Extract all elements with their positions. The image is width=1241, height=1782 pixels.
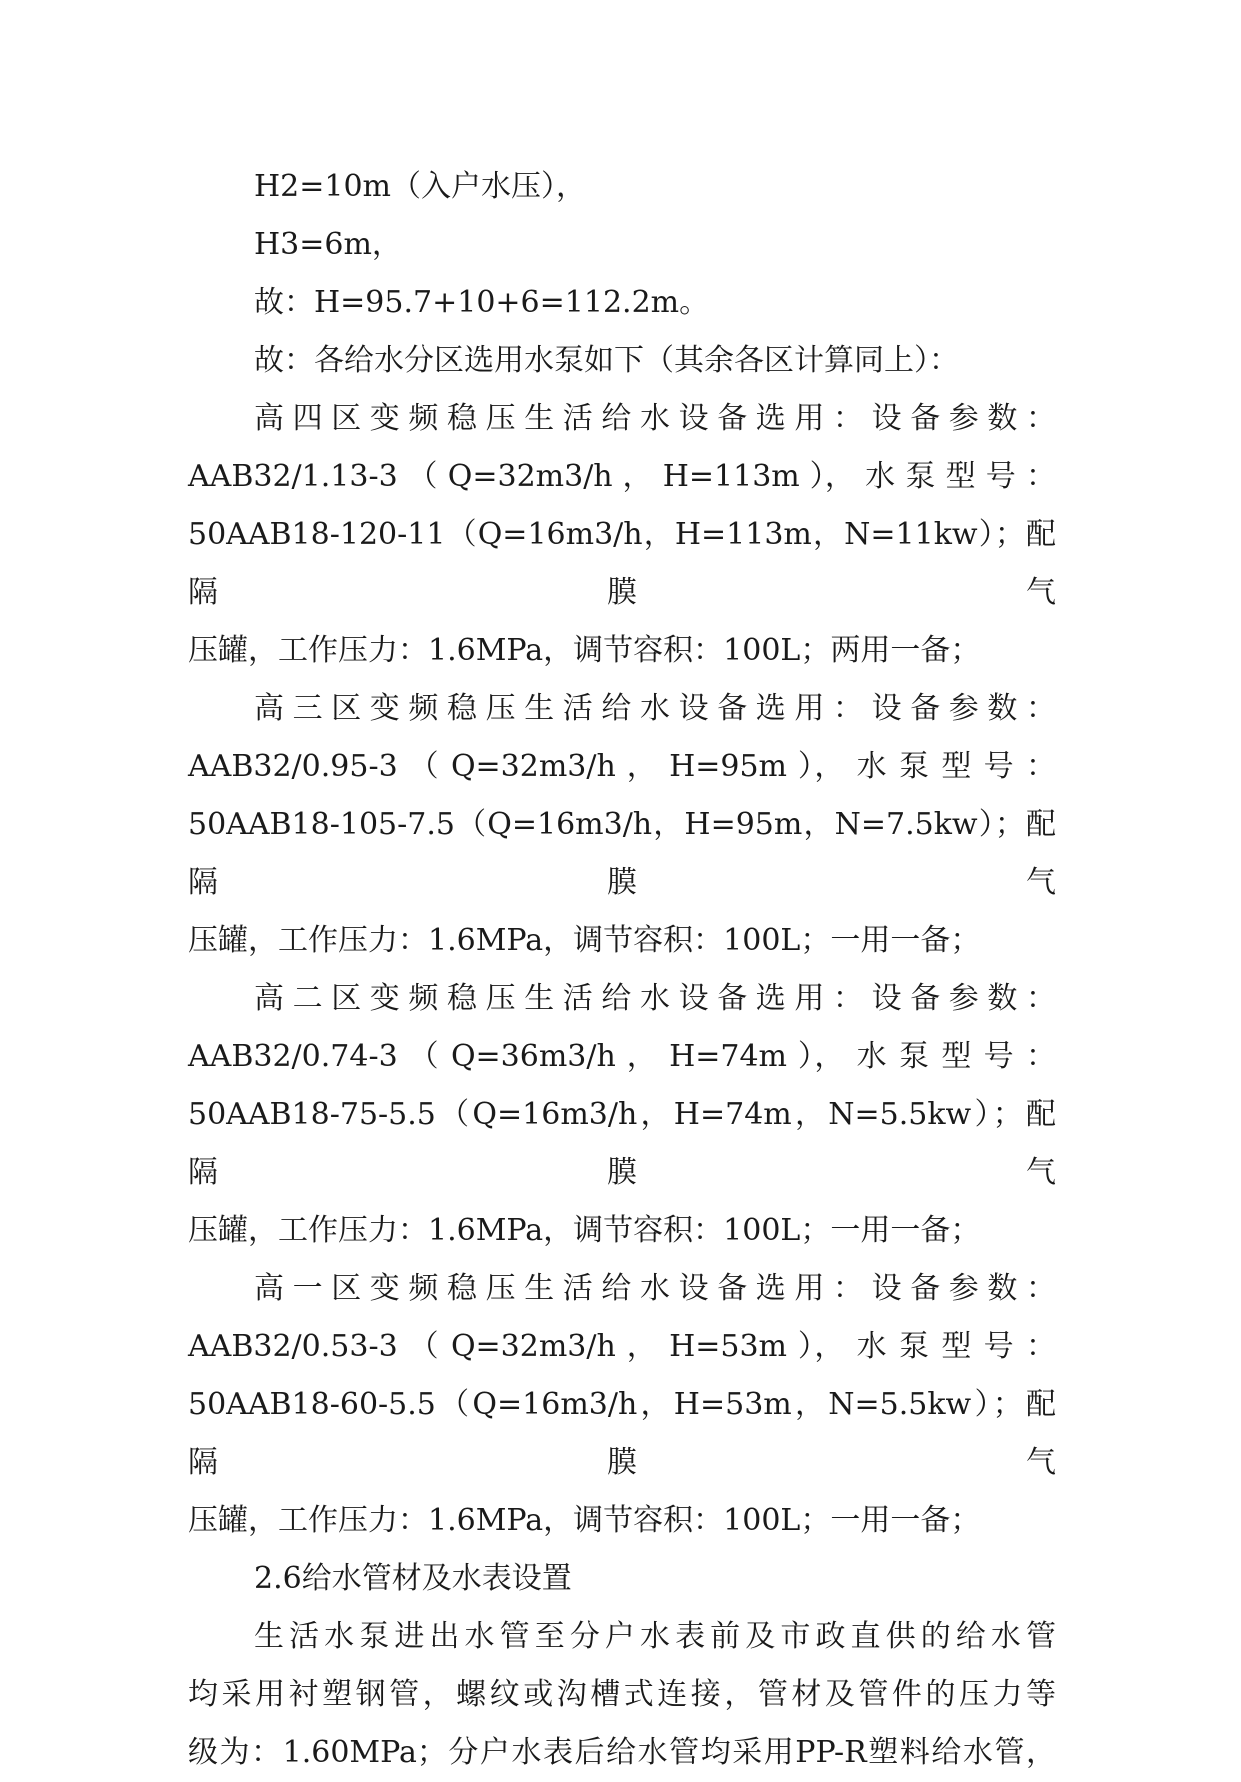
zone-line-4: 压罐，工作压力：1.6MPa，调节容积：100L；一用一备； — [188, 1503, 981, 1538]
zone-paragraph-high-4 — [188, 390, 1056, 680]
text-line: H3=6m， — [254, 227, 402, 262]
zone-line-2: AAB32/0.74-3 （ Q=36m3/h ， H=74m ）， 水 泵 型 号 ： — [188, 1039, 1056, 1074]
zone-line-2: AAB32/1.13-3 （ Q=32m3/h ， H=113m ）， 水 泵 型 号 ： — [188, 459, 1056, 494]
zone-line-1: 高三区变频稳压生活给水设备选用：设备参数： — [254, 691, 1056, 726]
zone-line-2: AAB32/0.53-3 （ Q=32m3/h ， H=53m ）， 水 泵 型 号 ： — [188, 1329, 1056, 1364]
zone-paragraph-high-1 — [188, 1260, 1056, 1550]
zone-line-3: 50AAB18-60-5.5（Q=16m3/h，H=53m，N=5.5kw）；配隔膜气 — [188, 1387, 1056, 1480]
paragraph-h-total — [188, 274, 1056, 332]
paragraph-h3 — [188, 216, 1056, 274]
paragraph-summary — [188, 332, 1056, 390]
zone-line-1: 高二区变频稳压生活给水设备选用：设备参数： — [254, 981, 1056, 1016]
section-body-paragraph — [188, 1608, 1056, 1782]
section-heading — [188, 1550, 1056, 1608]
zone-paragraph-high-2 — [188, 970, 1056, 1260]
zone-line-4: 压罐，工作压力：1.6MPa，调节容积：100L；两用一备； — [188, 633, 981, 668]
zone-line-3: 50AAB18-75-5.5（Q=16m3/h，H=74m，N=5.5kw）；配隔膜气 — [188, 1097, 1056, 1190]
text-line: 故：各给水分区选用水泵如下（其余各区计算同上）： — [254, 343, 959, 378]
zone-line-1: 高一区变频稳压生活给水设备选用：设备参数： — [254, 1271, 1056, 1306]
paragraph-h2 — [188, 158, 1056, 216]
zone-line-3: 50AAB18-120-11（Q=16m3/h，H=113m，N=11kw）；配隔膜气 — [188, 517, 1056, 610]
zone-line-3: 50AAB18-105-7.5（Q=16m3/h，H=95m，N=7.5kw）；配隔膜气 — [188, 807, 1056, 900]
text-line: 故：H=95.7+10+6=112.2m。 — [254, 285, 710, 320]
zone-paragraph-high-3 — [188, 680, 1056, 970]
zone-line-4: 压罐，工作压力：1.6MPa，调节容积：100L；一用一备； — [188, 1213, 981, 1248]
body-line-2: 均采用衬塑钢管，螺纹或沟槽式连接，管材及管件的压力等 — [188, 1677, 1056, 1712]
text-line: H2=10m（入户水压）， — [254, 169, 587, 204]
section-heading-text: 2.6给水管材及水表设置 — [254, 1561, 572, 1596]
body-line-3: 级为：1.60MPa；分户水表后给水管均采用PP-R塑料给水管， — [188, 1735, 1056, 1770]
document-body — [188, 158, 1056, 1782]
zone-line-1: 高四区变频稳压生活给水设备选用：设备参数： — [254, 401, 1056, 436]
zone-line-2: AAB32/0.95-3 （ Q=32m3/h ， H=95m ）， 水 泵 型 号 ： — [188, 749, 1056, 784]
zone-line-4: 压罐，工作压力：1.6MPa，调节容积：100L；一用一备； — [188, 923, 981, 958]
body-line-1: 生活水泵进出水管至分户水表前及市政直供的给水管 — [254, 1619, 1056, 1654]
